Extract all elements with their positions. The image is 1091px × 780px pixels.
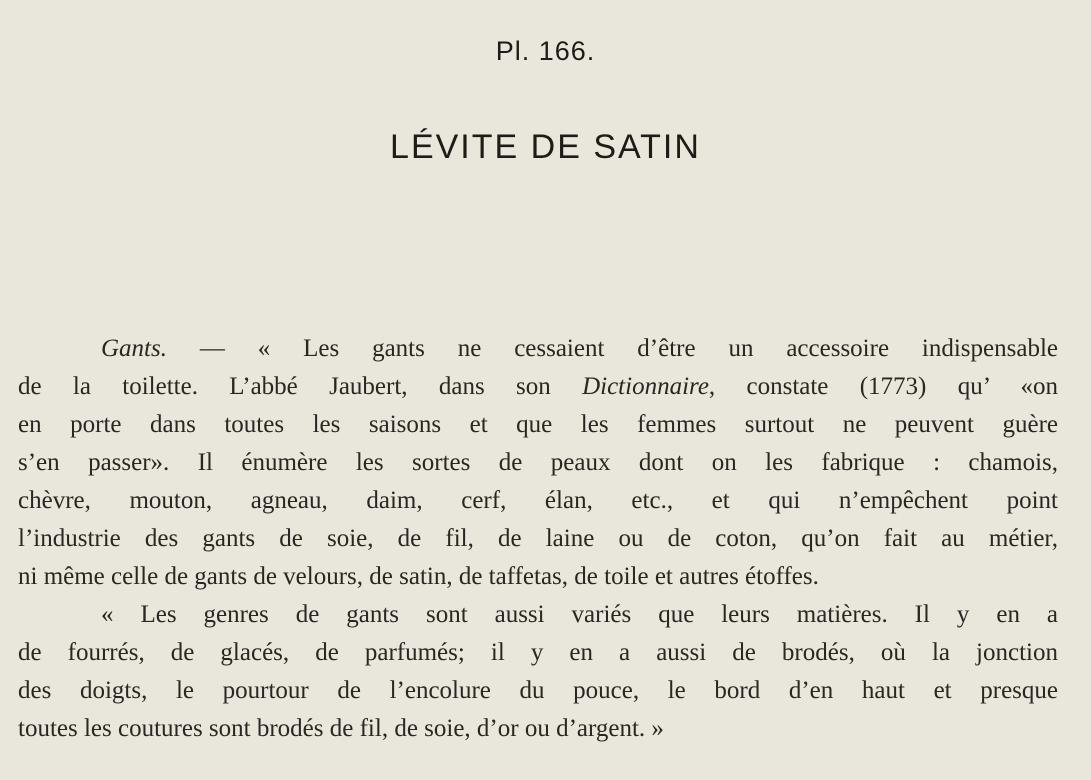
text-run: — « Les gants ne cessaient d’être un accessoire indispensable [166, 335, 1058, 362]
page-title: LÉVITE DE SATIN [390, 128, 701, 166]
paragraph-1-line-5: chèvre, mouton, agneau, daim, cerf, élan, etc., et qui n’empêchent point [18, 487, 1058, 514]
paragraph-1-line-6: l’industrie des gants de soie, de fil, de laine ou de coton, qu’on fait au métier, [18, 525, 1058, 552]
paragraph-1-line-4: s’en passer». Il énumère les sortes de peaux dont on les fabrique : chamois, [18, 449, 1058, 476]
plate-number: Pl. 166. [495, 36, 596, 66]
paragraph-1-line-7: ni même celle de gants de velours, de satin, de taffetas, de toile et autres étoffes. [18, 563, 819, 590]
paragraph-1-line-2 [18, 368, 1058, 406]
paragraph-2-line-1: « Les genres de gants sont aussi variés que leurs matières. Il y en a [101, 601, 1058, 628]
body-text [18, 330, 1058, 748]
paragraph-1-line-1 [18, 330, 1058, 368]
paragraph-2-line-2: de fourrés, de glacés, de parfumés; il y en a aussi de brodés, où la jonction [18, 639, 1058, 666]
dictionnaire-title: Dictionnaire [582, 373, 709, 400]
paragraph-2 [18, 596, 1058, 748]
paragraph-1-line-3: en porte dans toutes les saisons et que les femmes surtout ne peuvent guère [18, 411, 1058, 438]
text-run: de la toilette. L’abbé Jaubert, dans son [18, 373, 583, 400]
text-run: , constate (1773) qu’ «on [708, 373, 1058, 400]
gants-heading: Gants. [101, 335, 167, 362]
paragraph-1 [18, 330, 1058, 596]
paragraph-2-line-3: des doigts, le pourtour de l’encolure du pouce, le bord d’en haut et presque [18, 677, 1058, 704]
paragraph-2-line-4: toutes les coutures sont brodés de fil, de soie, d’or ou d’argent. » [18, 715, 664, 742]
